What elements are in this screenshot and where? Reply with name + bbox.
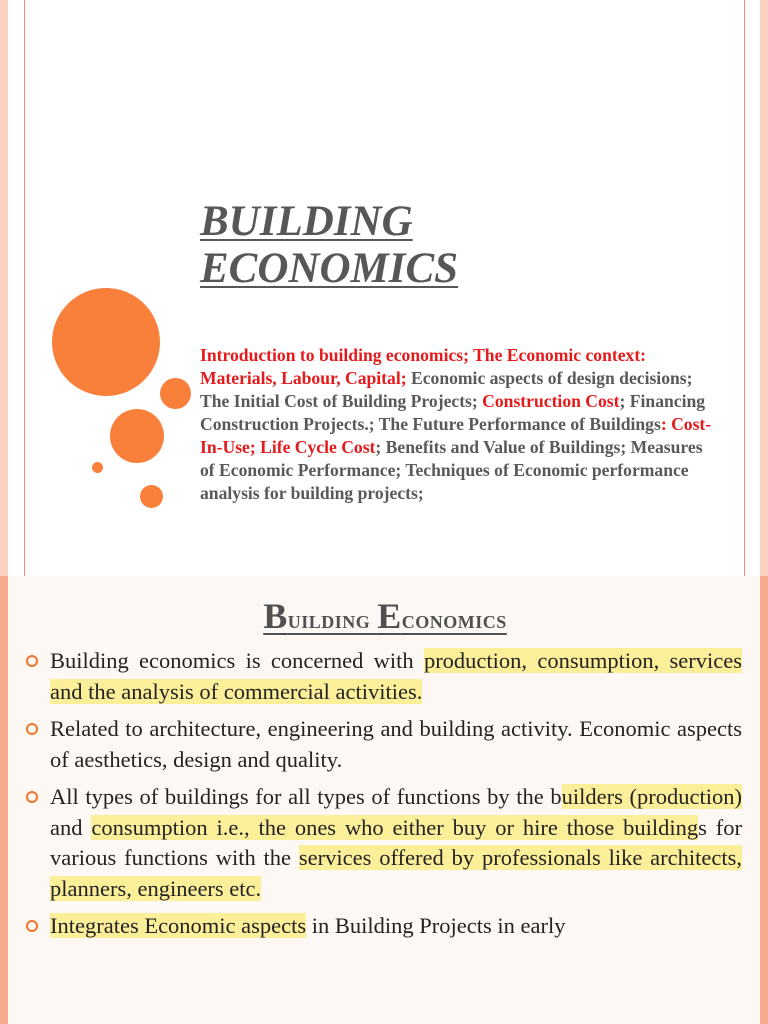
bullet-list <box>26 646 742 949</box>
title-line-2: ECONOMICS <box>200 245 459 292</box>
title-line-1: BUILDING <box>200 198 413 245</box>
highlighted-text: uilders (production) <box>561 784 742 809</box>
slide-subtitle-body <box>200 344 720 505</box>
topic-text: ; Benefits and Value of Buildings; Measures of Economic Performance; Techniques of Economic performance analysis for building projects; <box>200 437 703 503</box>
slide-border-left <box>0 576 8 1024</box>
title-initial-e: E <box>377 596 402 636</box>
bullet-circle-icon <box>26 791 38 803</box>
decor-circle-small <box>140 485 163 508</box>
topic-highlight-red: Construction Cost <box>482 391 620 411</box>
topic-text: ; Financing Construction Projects.; The Future Performance of Buildings <box>200 391 706 434</box>
bullet-item <box>26 782 742 904</box>
bullet-item <box>26 911 742 942</box>
bullet-text: and <box>50 814 92 840</box>
content-slide <box>0 576 768 1024</box>
slide-rule-right <box>744 0 745 576</box>
title-initial-b: B <box>263 596 288 636</box>
highlighted-text: production, consumption, services and the analysis of commercial activities. <box>50 648 742 704</box>
slide-border-left <box>0 0 8 576</box>
highlighted-text: services offered by professionals like architects, planners, engineers etc. <box>50 845 742 901</box>
slide-border-right <box>760 0 768 576</box>
topic-highlight-red: Introduction to building economics; The Economic context: Materials, Labour, Capital; <box>200 345 647 388</box>
bullet-circle-icon <box>26 655 38 667</box>
decor-circle-medium <box>110 409 164 463</box>
slide-border-right <box>760 576 768 1024</box>
decor-circle-small <box>160 378 191 409</box>
slide-title <box>200 198 700 292</box>
highlighted-text: consumption i.e., the ones who either buy or hire those building <box>91 814 699 840</box>
bullet-text: s for various functions with the <box>50 814 742 870</box>
bullet-text: Related to architecture, engineering and building activity. Economic aspects of aesthetics, design and quality. <box>50 716 742 772</box>
topic-text: Economic aspects of design decisions; The Initial Cost of Building Projects; <box>200 368 693 411</box>
bullet-item <box>26 646 742 707</box>
decor-circle-tiny <box>92 462 103 473</box>
bullet-circle-icon <box>26 920 38 932</box>
slide-rule-left <box>24 0 25 576</box>
title-word-2-rest: conomics <box>401 605 507 634</box>
decor-circle-large <box>52 288 160 396</box>
bullet-text: All types of buildings for all types of functions by the b <box>50 784 562 809</box>
topic-highlight-red: : Cost-In-Use; Life Cycle Cost <box>200 414 712 457</box>
highlighted-text: Integrates Economic aspects <box>50 913 307 938</box>
bullet-text: in Building Projects in early <box>306 913 566 938</box>
content-slide-title <box>170 596 600 640</box>
bullet-text: Building economics is concerned with <box>50 648 424 673</box>
title-word-1-rest: uilding <box>287 605 378 634</box>
bullet-item <box>26 714 742 775</box>
bullet-circle-icon <box>26 723 38 735</box>
